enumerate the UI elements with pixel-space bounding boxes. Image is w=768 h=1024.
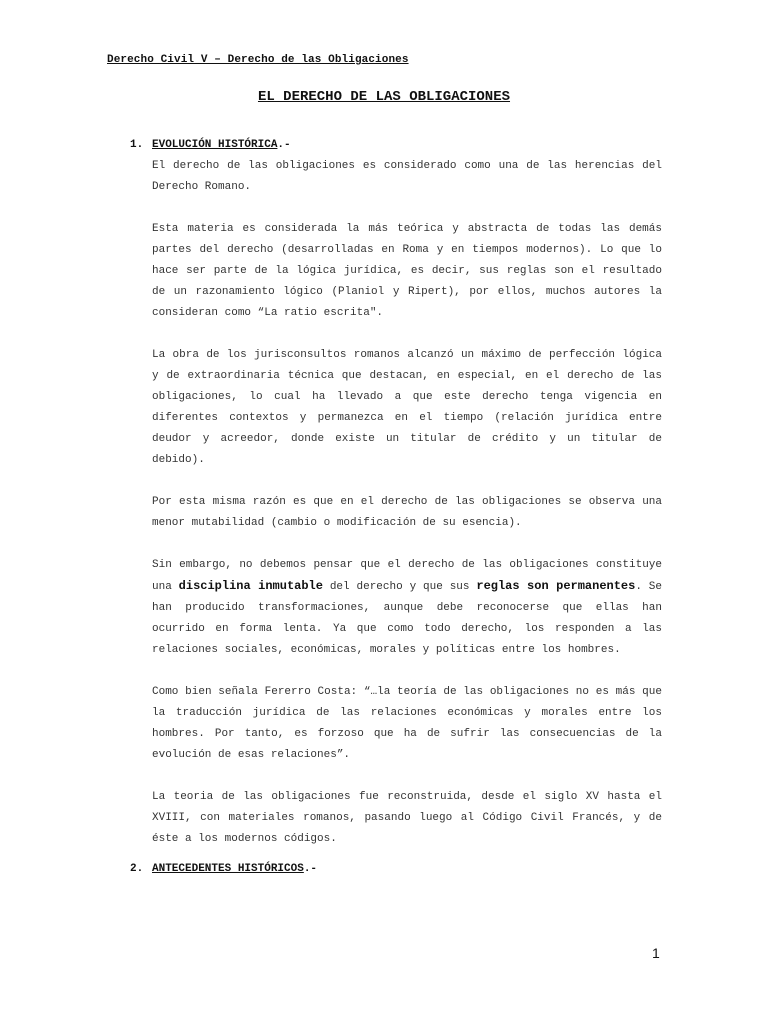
section-title: EVOLUCIÓN HISTÓRICA: [152, 139, 278, 151]
section-number: 1.: [130, 139, 144, 151]
text-run: Sin embargo, no debemos pensar que el derecho de las obligaciones constituye una: [152, 559, 662, 593]
section-number: 2.: [130, 863, 144, 875]
section-title: ANTECEDENTES HISTÓRICOS: [152, 863, 304, 875]
paragraph: El derecho de las obligaciones es considerado como una de las herencias del Derecho Romano.: [152, 160, 662, 193]
running-header: Derecho Civil V – Derecho de las Obligaciones: [107, 54, 409, 66]
paragraph: Por esta misma razón es que en el derecho de las obligaciones se observa una menor mutabilidad (cambio o modificación de su esencia).: [152, 496, 662, 529]
paragraph-emphasis: [152, 555, 662, 661]
bold-phrase: reglas son permanentes: [476, 579, 636, 593]
paragraph: La teoria de las obligaciones fue reconstruida, desde el siglo XV hasta el XVIII, con materiales romanos, pasando luego al Código Civil Francés, y de éste a los modernos códigos.: [152, 791, 662, 845]
section-1-body: [152, 156, 662, 871]
section-suffix: .-: [277, 139, 291, 151]
text-run: . Se han producido transformaciones, aunque debe reconocerse que ellas han ocurrido en forma lenta. Ya que como todo derecho, los responden a las relaciones sociales, económicas, morales y políticas entre los hombres.: [152, 581, 662, 656]
paragraph: Esta materia es considerada la más teórica y abstracta de todas las demás partes del derecho (desarrolladas en Roma y en tiempos modernos). Lo que lo hace ser parte de la lógica jurídica, es decir, sus reglas son el resultado de un razonamiento lógico (Planiol y Ripert), por ellos, muchos autores la consideran como “La ratio escrita".: [152, 223, 662, 319]
paragraph: La obra de los jurisconsultos romanos alcanzó un máximo de perfección lógica y de extraordinaria técnica que destacan, en especial, en el derecho de las obligaciones, lo cual ha llevado a que este derecho tenga vigencia en diferentes contextos y permanezca en el tiempo (relación jurídica entre deudor y acreedor, donde existe un titular de crédito y un titular de debido).: [152, 349, 662, 466]
paragraph-quote: Como bien señala Fererro Costa: “…la teoría de las obligaciones no es más que la traducción jurídica de las relaciones económicas y morales entre los hombres. Por tanto, es forzoso que ha de sufrir las consecuencias de la evolución de esas relaciones”.: [152, 686, 662, 761]
section-suffix: .-: [303, 863, 318, 875]
section-heading-2: [130, 863, 317, 875]
section-heading-1: [130, 139, 291, 151]
text-run: del derecho y que sus: [322, 581, 477, 593]
page-number: 1: [652, 945, 660, 961]
bold-phrase: disciplina inmutable: [178, 579, 323, 593]
document-title: EL DERECHO DE LAS OBLIGACIONES: [257, 89, 511, 105]
